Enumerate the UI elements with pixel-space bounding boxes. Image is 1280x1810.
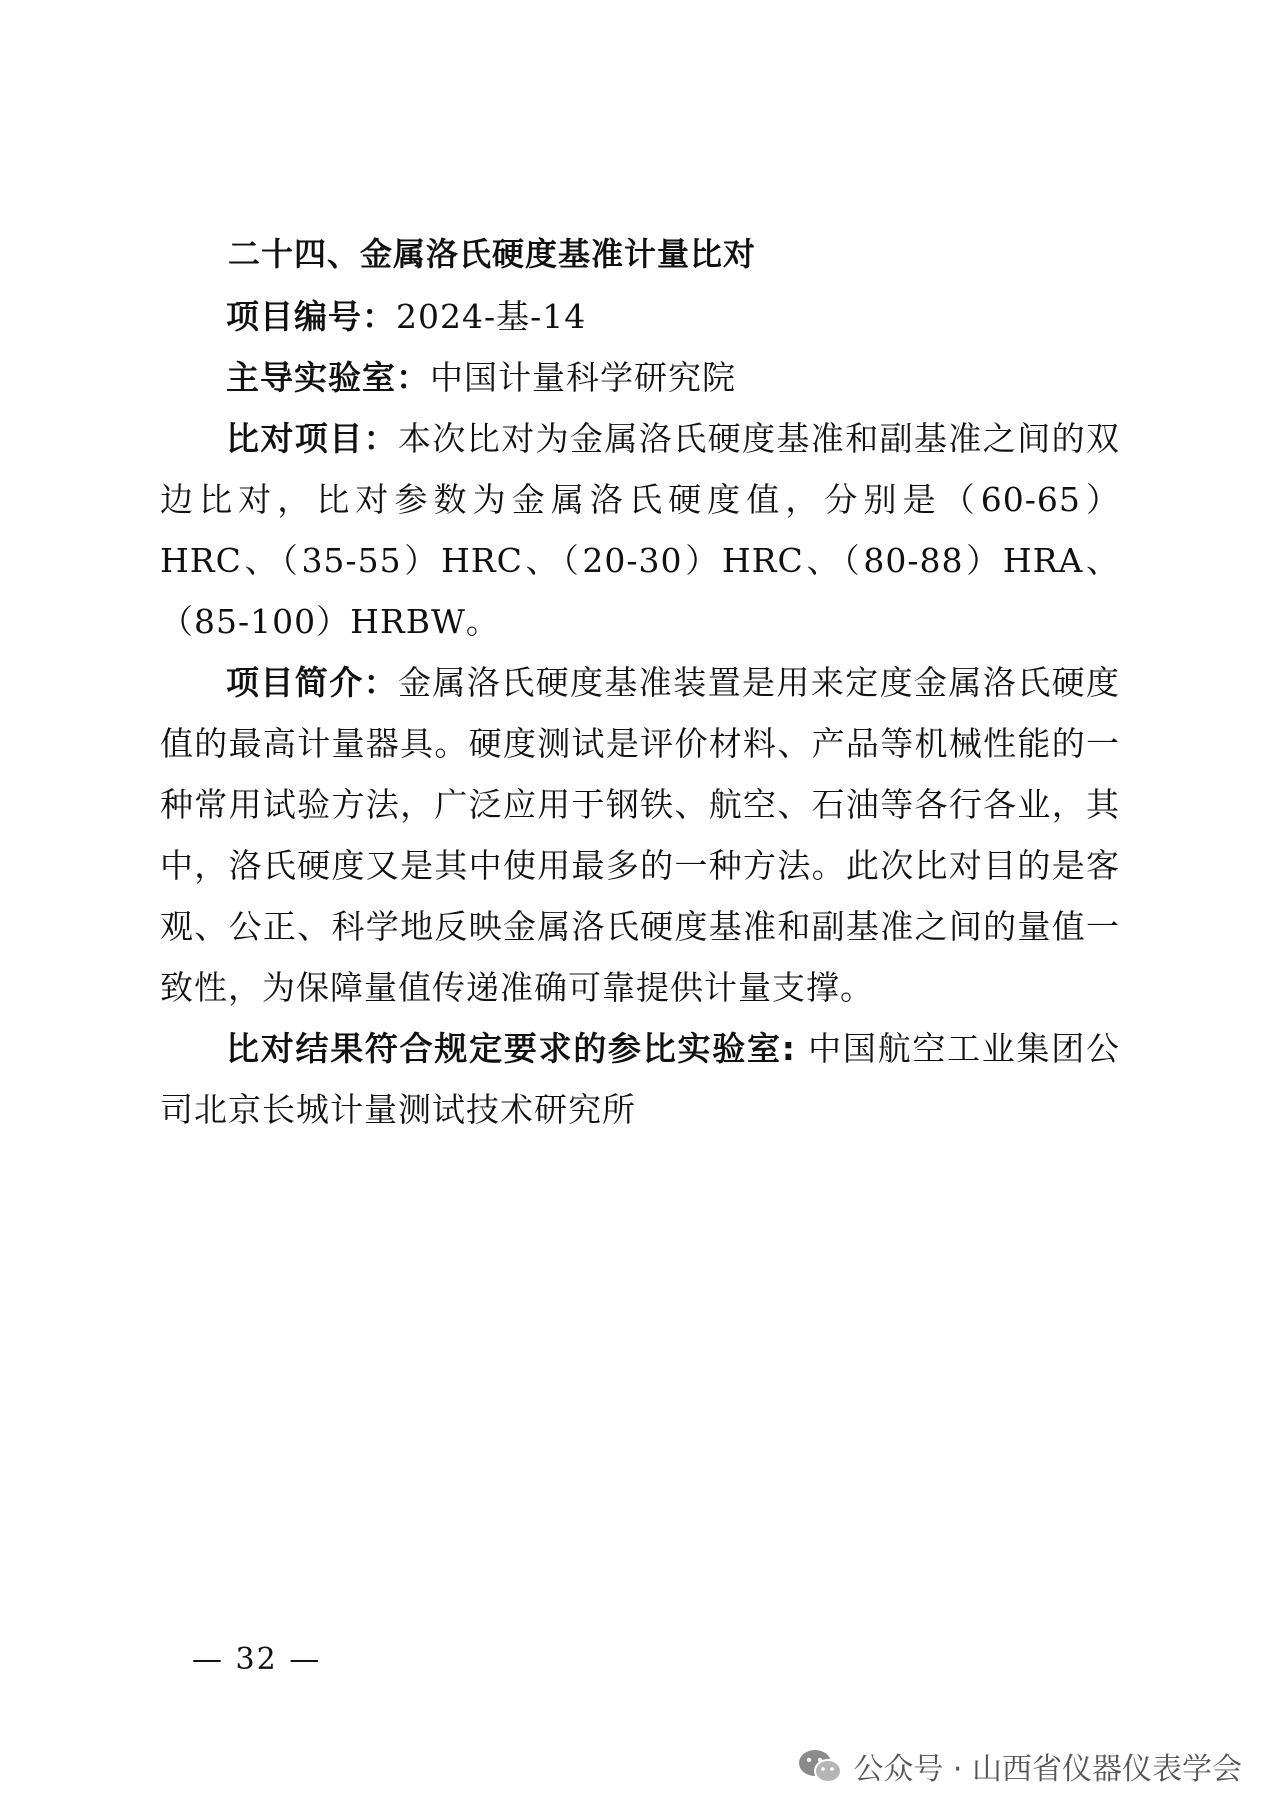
section-heading: 二十四、金属洛氏硬度基准计量比对 bbox=[228, 235, 757, 273]
comparison-item-value: 本次比对为金属洛氏硬度基准和副基准之间的双边比对，比对参数为金属洛氏硬度值，分别是（60-65）HRC、（35-55）HRC、（20-30）HRC、（80-88）HRA、（85-100）HRBW。 bbox=[160, 419, 1120, 641]
lead-lab-paragraph bbox=[160, 347, 1120, 408]
project-intro-label: 项目简介： bbox=[226, 663, 398, 702]
wechat-icon bbox=[797, 1747, 843, 1785]
document-body bbox=[160, 222, 1120, 1140]
comparison-item-paragraph bbox=[160, 408, 1120, 652]
qualified-labs-label: 比对结果符合规定要求的参比实验室: bbox=[226, 1029, 796, 1068]
watermark bbox=[797, 1744, 1242, 1788]
lead-lab-value: 中国计量科学研究院 bbox=[430, 358, 736, 397]
project-intro-paragraph bbox=[160, 652, 1120, 1018]
lead-lab-label: 主导实验室： bbox=[226, 358, 430, 397]
comparison-item-label: 比对项目： bbox=[226, 419, 398, 458]
project-number-label: 项目编号： bbox=[226, 297, 396, 336]
project-number-paragraph bbox=[160, 286, 1120, 347]
watermark-text: 公众号 · 山西省仪器仪表学会 bbox=[853, 1752, 1242, 1787]
page-number: — 32 — bbox=[192, 1642, 322, 1677]
qualified-labs-paragraph bbox=[160, 1018, 1120, 1140]
project-intro-value: 金属洛氏硬度基准装置是用来定度金属洛氏硬度值的最高计量器具。硬度测试是评价材料、产品等机械性能的一种常用试验方法，广泛应用于钢铁、航空、石油等各行各业，其中，洛氏硬度又是其中使用最多的一种方法。此次比对目的是客观、公正、科学地反映金属洛氏硬度基准和副基准之间的量值一致性，为保障量值传递准确可靠提供计量支撑。 bbox=[160, 663, 1120, 1007]
qualified-labs-value: 中国航空工业集团公司北京长城计量测试技术研究所 bbox=[160, 1029, 1120, 1129]
project-number-value: 2024-基-14 bbox=[396, 297, 587, 336]
